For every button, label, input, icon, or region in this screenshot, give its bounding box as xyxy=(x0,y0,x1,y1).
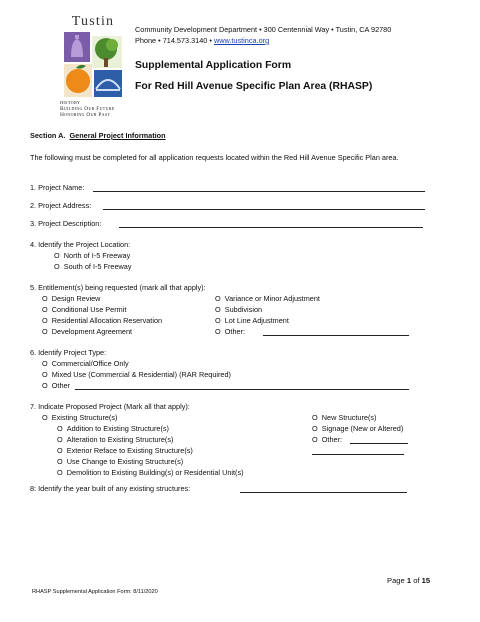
option-design-review[interactable]: O Design Review xyxy=(42,294,101,303)
project-location-label: 4. Identify the Project Location: xyxy=(30,240,131,249)
logo-tagline-1: Building Our Future xyxy=(60,106,115,112)
type-other-field[interactable] xyxy=(75,389,409,390)
logo-historic-label: HISTORY xyxy=(60,100,81,105)
year-built-label: 8: Identify the year built of any existing structures: xyxy=(30,484,191,493)
project-type-label: 6. Identify Project Type: xyxy=(30,348,107,357)
website-link[interactable]: www.tustinca.org xyxy=(213,36,270,45)
option-north-i5[interactable]: O North of I-5 Freeway xyxy=(54,251,131,260)
option-south-i5[interactable]: O South of I-5 Freeway xyxy=(54,262,132,271)
option-lot-line[interactable]: O Lot Line Adjustment xyxy=(215,316,289,325)
project-description-field[interactable] xyxy=(119,227,423,228)
project-address-label: 2. Project Address: xyxy=(30,201,92,210)
section-a-label: Section A. xyxy=(30,131,66,140)
option-exterior-reface[interactable]: O Exterior Reface to Existing Structure(s) xyxy=(57,446,193,455)
option-conditional-use-permit[interactable]: O Conditional Use Permit xyxy=(42,305,127,314)
proposed-other-field[interactable] xyxy=(350,443,408,444)
logo-tagline-2: Honoring Our Past xyxy=(60,112,111,118)
option-proposed-other[interactable]: O Other: xyxy=(312,435,343,444)
contact-line xyxy=(135,36,269,45)
department-address: Community Development Department • 300 Centennial Way • Tustin, CA 92780 xyxy=(135,25,392,34)
logo-wordmark: Tustin xyxy=(71,14,115,29)
option-use-change[interactable]: O Use Change to Existing Structure(s) xyxy=(57,457,184,466)
option-subdivision[interactable]: O Subdivision xyxy=(215,305,263,314)
option-commercial-office[interactable]: O Commercial/Office Only xyxy=(42,359,129,368)
year-built-field[interactable] xyxy=(240,492,407,493)
city-logo xyxy=(60,14,126,124)
section-a-intro: The following must be completed for all application requests located within the Red Hill Avenue Specific Plan area. xyxy=(30,153,399,162)
option-mixed-use[interactable]: O Mixed Use (Commercial & Residential) (RAR Required) xyxy=(42,370,231,379)
option-residential-allocation[interactable]: O Residential Allocation Reservation xyxy=(42,316,163,325)
option-existing-structures[interactable]: O Existing Structure(s) xyxy=(42,413,118,422)
project-description-label: 3. Project Description: xyxy=(30,219,102,228)
option-development-agreement[interactable]: O Development Agreement xyxy=(42,327,133,336)
page-number: Page 1 of 15 xyxy=(387,576,431,585)
section-a-heading xyxy=(30,131,166,140)
entitlement-other-field[interactable] xyxy=(263,335,409,336)
project-name-field[interactable] xyxy=(93,191,425,192)
option-demolition[interactable]: O Demolition to Existing Building(s) or Residential Unit(s) xyxy=(57,468,244,477)
option-entitlement-other[interactable]: O Other: xyxy=(215,327,246,336)
option-variance[interactable]: O Variance or Minor Adjustment xyxy=(215,294,320,303)
section-a-title: General Project Information xyxy=(69,131,166,140)
form-title: Supplemental Application Form xyxy=(135,60,292,71)
form-subtitle: For Red Hill Avenue Specific Plan Area (RHASP) xyxy=(135,81,373,92)
logo-emblem xyxy=(62,31,124,99)
option-signage[interactable]: O Signage (New or Altered) xyxy=(312,424,404,433)
option-type-other[interactable]: O Other xyxy=(42,381,70,390)
entitlements-label: 5. Entitlement(s) being requested (mark all that apply): xyxy=(30,283,206,292)
project-address-field[interactable] xyxy=(103,209,425,210)
proposed-other-field-2[interactable] xyxy=(312,454,404,455)
proposed-project-label: 7. Indicate Proposed Project (Mark all that apply): xyxy=(30,402,190,411)
project-name-label: 1. Project Name: xyxy=(30,183,85,192)
footer-form-date: RHASP Supplemental Application Form: 8/11/2020 xyxy=(32,589,158,595)
option-addition[interactable]: O Addition to Existing Structure(s) xyxy=(57,424,169,433)
phone-text: Phone • 714.573.3140 • xyxy=(135,36,214,45)
option-alteration[interactable]: O Alteration to Existing Structure(s) xyxy=(57,435,174,444)
option-new-structures[interactable]: O New Structure(s) xyxy=(312,413,377,422)
